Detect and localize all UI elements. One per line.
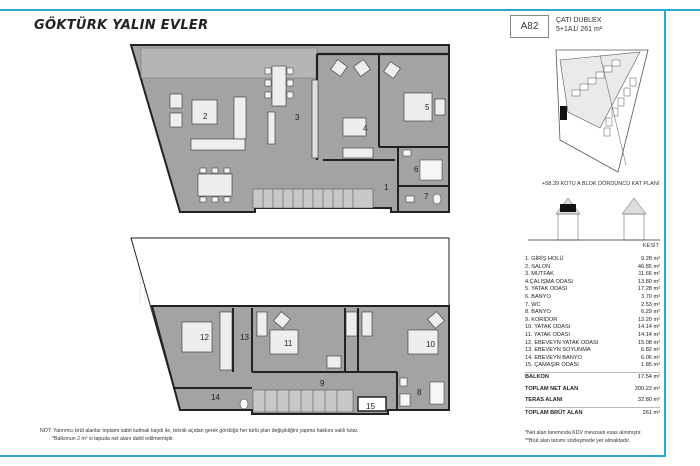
room-number-6: 6: [414, 165, 419, 174]
room-area: 6.82 m²: [641, 347, 660, 354]
room-name: 15. ÇAMAŞIR ODASI: [525, 362, 579, 369]
room-number-9: 9: [320, 379, 325, 388]
room-area: 3.70 m²: [641, 293, 660, 300]
divider: [525, 372, 660, 373]
room-row: [525, 264, 660, 272]
room-area: 46.85 m²: [637, 263, 660, 270]
room-row: [525, 317, 660, 325]
room-row: [525, 271, 660, 279]
room-area: 9.28 m²: [641, 256, 660, 262]
room-row: [525, 286, 660, 294]
room-number-7: 7: [424, 192, 429, 201]
net-total-row: [525, 386, 660, 392]
room-row: [525, 324, 660, 332]
room-name: 13. EBEVEYN SOYUNMA: [525, 347, 591, 354]
terrace-row: [525, 397, 660, 403]
room-name: 1. GİRİŞ HOLÜ: [525, 256, 564, 262]
room-area: 17.28 m²: [637, 286, 660, 293]
project-title: GÖKTÜRK YALIN EVLER: [34, 18, 209, 33]
room-name: 2. SALON: [525, 263, 551, 270]
footnote-left-line: *Balkonun 2 m² si tapuda net alanı dahil edilmemiştir.: [52, 435, 174, 442]
lower-floor-plan: [131, 238, 449, 414]
footnote-left: [40, 428, 358, 443]
section-label: KESİT: [643, 243, 659, 249]
room-name: 9. KORİDOR: [525, 316, 558, 323]
net-total-label: TOPLAM NET ALAN: [525, 386, 579, 392]
room-row: [525, 279, 660, 287]
room-number-3: 3: [295, 113, 300, 122]
room-area: 11.66 m²: [638, 271, 660, 278]
unit-code: A82: [510, 15, 549, 38]
balcony-row: [525, 374, 660, 380]
gross-total-value: 261 m²: [642, 410, 660, 416]
terrace-value: 32.80 m²: [637, 397, 660, 403]
room-name: 4.ÇALIŞMA ODASI: [525, 278, 573, 285]
room-row: [525, 347, 660, 355]
room-row: [525, 256, 660, 264]
gross-total-label: TOPLAM BRÜT ALAN: [525, 410, 583, 416]
balcony-value: 17.54 m²: [637, 374, 660, 380]
room-number-8: 8: [417, 388, 422, 397]
room-number-12: 12: [200, 333, 209, 342]
room-area: 14.14 m²: [637, 324, 660, 331]
room-name: 10. YATAK ODASI: [525, 324, 571, 331]
room-area: 6.06 m²: [641, 354, 660, 361]
room-row: [525, 355, 660, 363]
room-name: 5. YATAK ODASI: [525, 286, 568, 293]
divider: [525, 407, 660, 408]
room-number-5: 5: [425, 103, 430, 112]
footnote-right-line: **Brüt alan tanımı sözleşmede yer almaktadır.: [525, 437, 631, 444]
room-area: 6.29 m²: [641, 309, 660, 316]
room-area: 14.14 m²: [637, 331, 660, 338]
unit-info: [556, 16, 602, 34]
room-number-2: 2: [203, 112, 208, 121]
room-name: 8. BANYO: [525, 309, 551, 316]
room-name: 6. BANYO: [525, 293, 551, 300]
room-name: 11. YATAK ODASI: [525, 331, 570, 338]
room-row: [525, 332, 660, 340]
room-row: [525, 340, 660, 348]
room-row: [525, 309, 660, 317]
room-area: 13.80 m²: [637, 278, 660, 285]
room-number-1: 1: [384, 183, 389, 192]
room-number-15: 15: [366, 402, 375, 411]
key-plan: [556, 50, 648, 172]
room-number-4: 4: [363, 124, 368, 133]
room-name: 3. MUTFAK: [525, 271, 554, 278]
plan-label: +58.39 KOTU A BLOK DÖRDÜNCÜ KAT PLANI: [542, 181, 660, 187]
upper-floor-plan: [131, 45, 449, 212]
net-total-value: 200.22 m²: [634, 386, 660, 392]
room-row: [525, 302, 660, 310]
room-area: 13.20 m²: [637, 316, 660, 323]
footnote-right: [525, 430, 642, 445]
room-row: [525, 362, 660, 370]
room-number-11: 11: [284, 339, 293, 348]
unit-size: 5+1A1/ 261 m²: [556, 26, 603, 33]
room-area: 15.08 m²: [637, 339, 660, 346]
room-list: [525, 256, 660, 370]
room-name: 14. EBEVEYN BANYO: [525, 354, 582, 361]
room-area: 1.85 m²: [641, 362, 660, 369]
terrace-label: TERAS ALANI: [525, 397, 563, 403]
room-number-13: 13: [240, 333, 249, 342]
unit-type: ÇATI DUBLEX: [556, 17, 602, 24]
room-number-14: 14: [211, 393, 220, 402]
room-name: 7. WC: [525, 301, 541, 308]
section-drawing: [528, 198, 660, 240]
room-area: 2.53 m²: [641, 301, 660, 308]
footnote-right-line: *Net alan tanımında KDV mevzuatı esas alınmıştır.: [525, 430, 642, 436]
room-number-10: 10: [426, 340, 435, 349]
room-name: 12. EBEVEYN YATAK ODASI: [525, 339, 599, 346]
room-row: [525, 294, 660, 302]
gross-total-row: [525, 410, 660, 416]
footnote-left-line: NOT: Yatırımcı brüt alanlar toplamı sabit kalmak kaydı ile, teknik açıdan gerek gördüğü her türlü plan değişikliğini yapma hakkını saklı tutar.: [40, 428, 359, 434]
balcony-label: BALKON: [525, 374, 549, 380]
